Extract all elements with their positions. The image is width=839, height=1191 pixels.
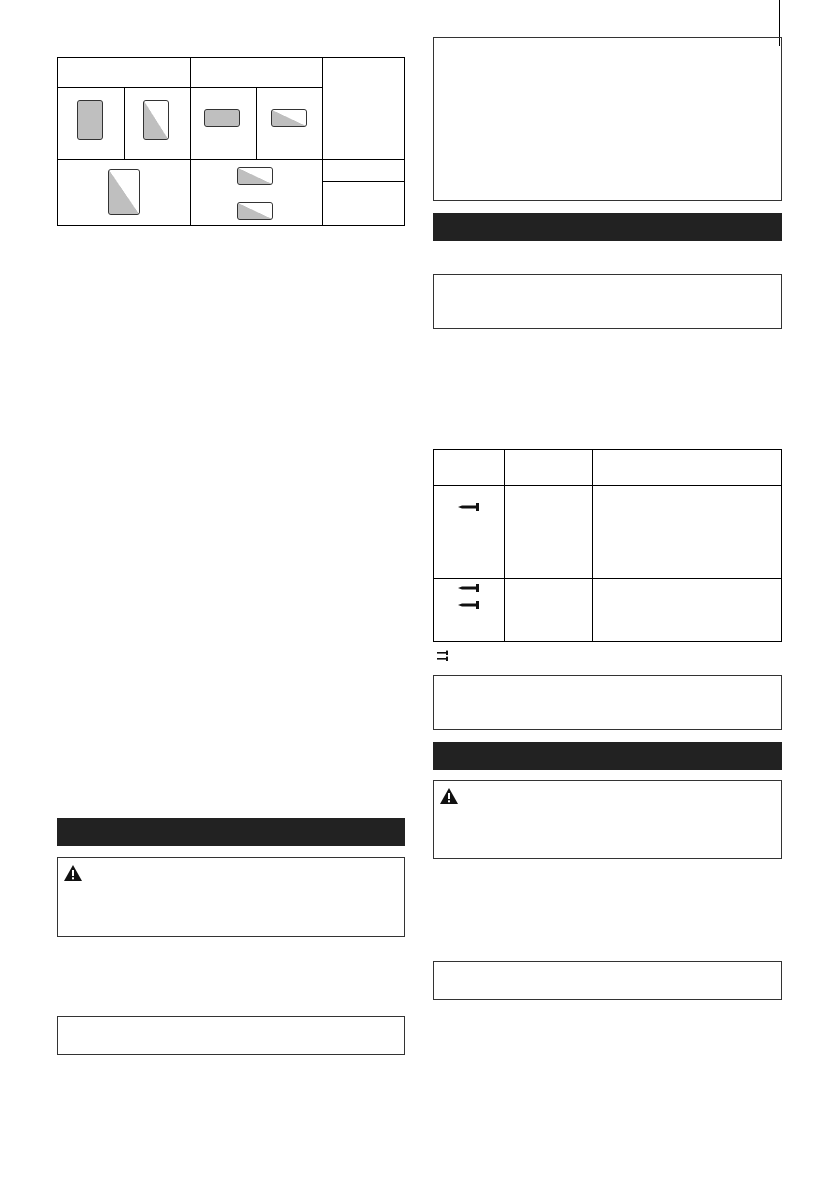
- section-header: [433, 213, 782, 241]
- section-header: [433, 742, 782, 770]
- note-box: [433, 274, 782, 329]
- double-nail-small-icon: [437, 650, 449, 662]
- note-box: [433, 675, 782, 730]
- warning-box: [433, 780, 782, 859]
- battery-half-wide-icon: [271, 109, 307, 127]
- warning-triangle-icon: [63, 864, 83, 882]
- double-nail-icon: [458, 601, 480, 609]
- note-box: [433, 37, 782, 201]
- battery-half-tall-icon: [143, 100, 169, 140]
- warning-triangle-icon: [439, 787, 459, 805]
- battery-full-tall-icon: [77, 100, 103, 140]
- battery-full-wide-icon: [204, 109, 240, 127]
- double-nail-icon: [458, 584, 480, 592]
- battery-half-large-icon: [108, 169, 140, 215]
- note-box: [57, 1016, 405, 1055]
- single-nail-icon: [458, 503, 480, 511]
- warning-box: [57, 857, 405, 937]
- battery-indicator-table: [57, 57, 405, 226]
- nail-mode-table: [433, 449, 782, 642]
- section-header: [57, 818, 405, 846]
- note-box: [433, 961, 782, 1000]
- battery-half-wide-icon: [237, 202, 273, 220]
- battery-half-wide-icon: [237, 167, 273, 185]
